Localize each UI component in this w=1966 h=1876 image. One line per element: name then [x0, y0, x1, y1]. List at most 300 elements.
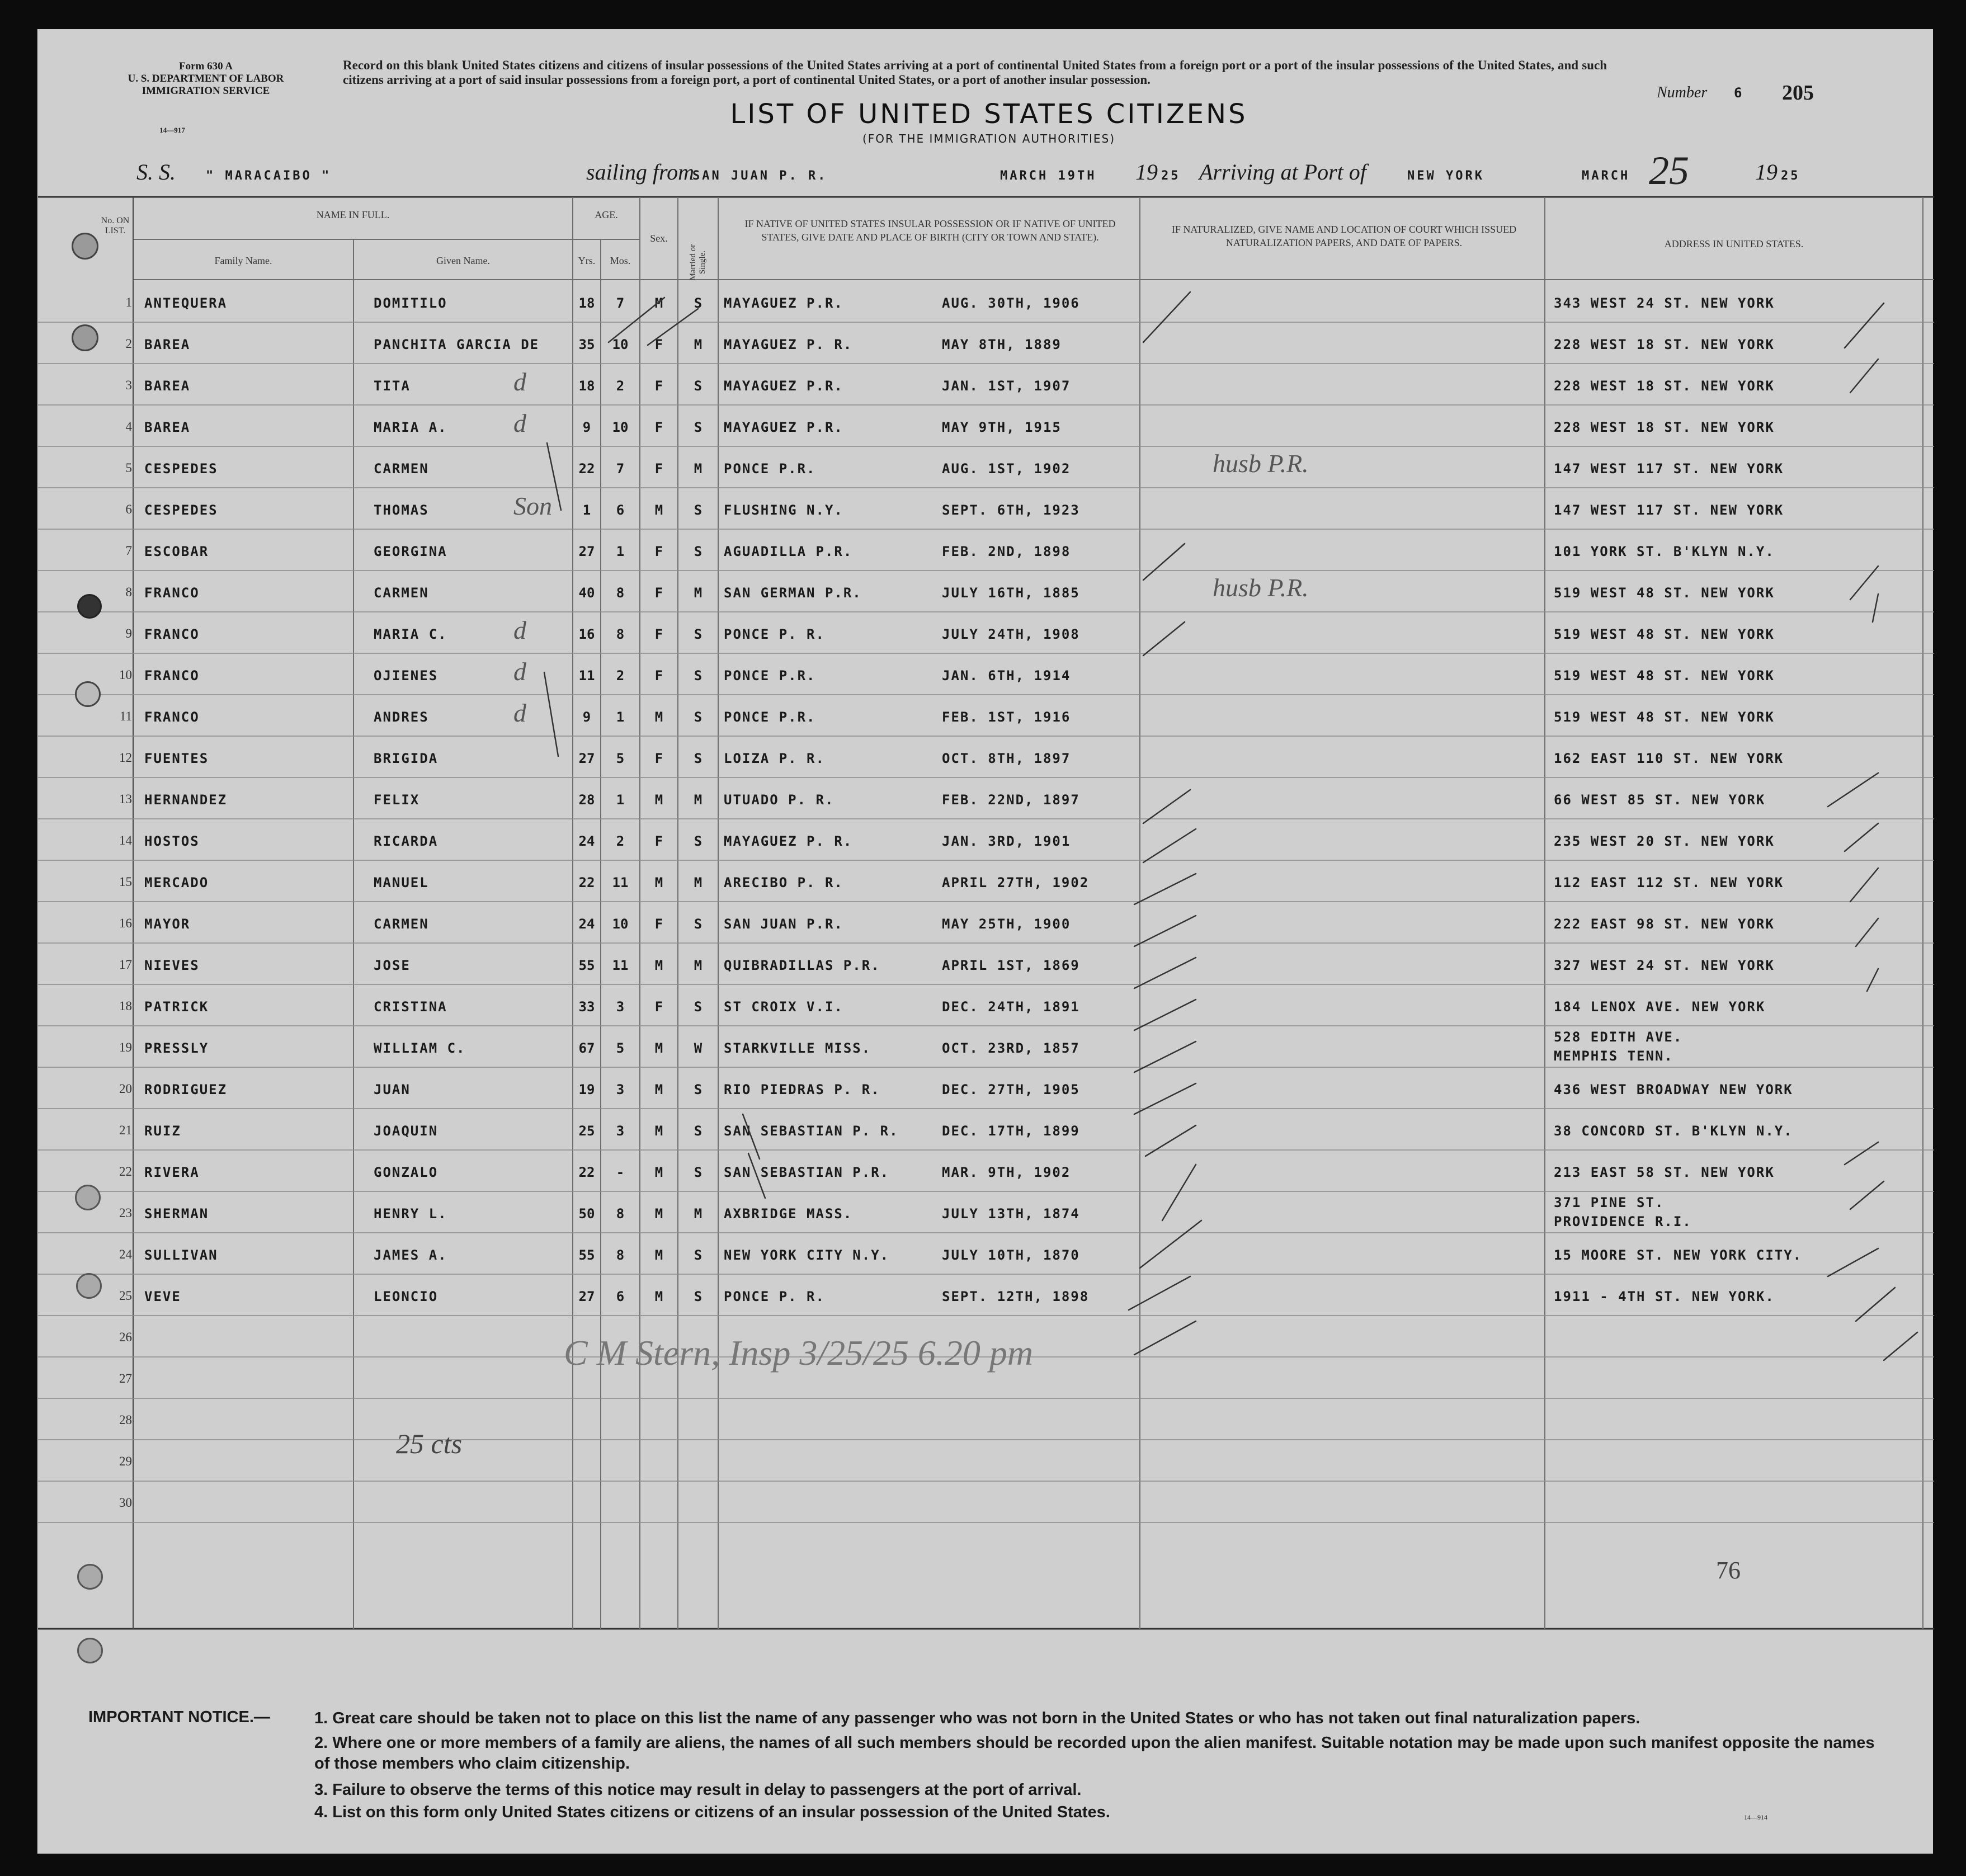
cell-given: MARIA C.: [374, 626, 447, 642]
cell-addr1: 15 MOORE ST. NEW YORK CITY.: [1554, 1247, 1803, 1263]
cell-addr1: 213 EAST 58 ST. NEW YORK: [1554, 1165, 1775, 1180]
punch-hole: [72, 233, 98, 260]
cell-date: MAY 9TH, 1915: [942, 419, 1062, 435]
cell-place: MAYAGUEZ P. R.: [724, 833, 853, 849]
cell-place: FLUSHING N.Y.: [724, 502, 843, 518]
cell-addr1: 371 PINE ST.: [1554, 1195, 1665, 1210]
cell-given: CARMEN: [374, 461, 429, 477]
cell-ms: M: [694, 958, 703, 973]
cell-ms: W: [694, 1040, 703, 1056]
cell-place: SAN JUAN P.R.: [724, 916, 843, 932]
cell-date: JULY 16TH, 1885: [942, 585, 1080, 601]
row-number: 10: [119, 668, 132, 682]
punch-hole: [75, 681, 101, 707]
cell-mos: 10: [612, 337, 629, 352]
cell-yrs: 18: [578, 378, 595, 394]
cell-given: PANCHITA GARCIA DE: [374, 337, 540, 352]
row-number: 21: [119, 1123, 132, 1137]
cell-addr1: 228 WEST 18 ST. NEW YORK: [1554, 378, 1775, 394]
cell-ms: S: [694, 1165, 703, 1180]
cell-mos: 5: [616, 751, 625, 766]
col-header-address: ADDRESS IN UNITED STATES.: [1664, 238, 1804, 249]
cell-given: TITA: [374, 378, 411, 394]
punch-hole: [77, 1564, 103, 1590]
ss-label: S. S.: [136, 159, 176, 185]
cell-given: ANDRES: [374, 709, 429, 725]
notice-item-3: 3. Failure to observe the terms of this notice may result in delay to passengers at the port of arrival.: [314, 1781, 1082, 1799]
check-marks: [38, 29, 1934, 1640]
cell-ms: M: [694, 585, 703, 601]
cell-mos: 1: [616, 544, 625, 559]
cell-family: MAYOR: [144, 916, 191, 932]
cell-naturalized: husb P.R.: [1213, 449, 1309, 478]
cell-sex: F: [654, 585, 663, 601]
row-number: 24: [119, 1247, 132, 1261]
cell-sex: M: [654, 1123, 663, 1139]
cell-yrs: 24: [578, 833, 595, 849]
cell-family: CESPEDES: [144, 502, 218, 518]
cell-ms: S: [694, 916, 703, 932]
row-number: 9: [125, 626, 132, 640]
cell-ms: S: [694, 709, 703, 725]
cell-note: d: [513, 657, 526, 686]
cell-sex: F: [654, 668, 663, 684]
cell-yrs: 33: [578, 999, 595, 1015]
cell-note: d: [513, 409, 526, 437]
cell-ms: M: [694, 461, 703, 477]
cell-yrs: 18: [578, 295, 595, 311]
row-number: 13: [119, 792, 132, 806]
cell-given: OJIENES: [374, 668, 439, 684]
row-number: 25: [119, 1289, 132, 1303]
cell-yrs: 27: [578, 751, 595, 766]
row-number: 16: [119, 916, 132, 930]
row-number: 14: [119, 833, 132, 847]
row-number: 17: [119, 958, 132, 972]
cell-given: HENRY L.: [374, 1206, 447, 1222]
cell-yrs: 50: [578, 1206, 595, 1222]
row-number: 5: [125, 461, 132, 475]
cell-yrs: 67: [578, 1040, 595, 1056]
cell-mos: 2: [616, 668, 625, 684]
number-label: Number: [1657, 84, 1708, 101]
manifest-sheet: [37, 29, 1933, 1854]
cell-yrs: 19: [578, 1082, 595, 1097]
row-number: 26: [119, 1330, 132, 1344]
cell-ms: S: [694, 751, 703, 766]
cell-place: MAYAGUEZ P.R.: [724, 378, 843, 394]
cell-sex: M: [654, 875, 663, 890]
row-number: 3: [125, 378, 132, 392]
arrive-year: 25: [1781, 169, 1800, 183]
cell-ms: S: [694, 502, 703, 518]
punch-hole: [77, 1638, 103, 1663]
cell-sex: M: [654, 958, 663, 973]
row-number: 8: [125, 585, 132, 599]
cell-note: d: [513, 699, 526, 727]
cell-given: WILLIAM C.: [374, 1040, 466, 1056]
cell-given: CARMEN: [374, 585, 429, 601]
cell-mos: 5: [616, 1040, 625, 1056]
cell-place: QUIBRADILLAS P.R.: [724, 958, 880, 973]
row-number: 29: [119, 1454, 132, 1468]
cell-mos: 6: [616, 1289, 625, 1304]
cell-sex: M: [654, 1040, 663, 1056]
cell-mos: 6: [616, 502, 625, 518]
cell-family: NIEVES: [144, 958, 200, 973]
cell-addr1: 101 YORK ST. B'KLYN N.Y.: [1554, 544, 1775, 559]
cell-given: JOSE: [374, 958, 411, 973]
row-number: 6: [125, 502, 132, 516]
sheet-number: 205: [1782, 81, 1814, 105]
page-subtitle: (FOR THE IMMIGRATION AUTHORITIES): [862, 132, 1116, 145]
cell-sex: M: [654, 1082, 663, 1097]
col-header-no: No. ON LIST.: [101, 216, 130, 235]
cell-sex: F: [654, 999, 663, 1015]
cell-yrs: 9: [582, 709, 591, 725]
cell-addr1: 528 EDITH AVE.: [1554, 1029, 1683, 1045]
cell-family: FRANCO: [144, 585, 200, 601]
cell-addr1: 184 LENOX AVE. NEW YORK: [1554, 999, 1766, 1015]
notice-item-1: 1. Great care should be taken not to place on this list the name of any passenger who was not born in the United States or who has not taken out final naturalization papers.: [314, 1709, 1640, 1727]
inspector-signature: C M Stern, Insp 3/25/25 6.20 pm: [564, 1333, 1034, 1373]
cell-yrs: 1: [582, 502, 591, 518]
cell-date: JULY 13TH, 1874: [942, 1206, 1080, 1222]
cell-family: RODRIGUEZ: [144, 1082, 228, 1097]
cell-sex: F: [654, 751, 663, 766]
cell-place: UTUADO P. R.: [724, 792, 835, 808]
cell-mos: 3: [616, 1082, 625, 1097]
cell-given: JUAN: [374, 1082, 411, 1097]
cell-family: MERCADO: [144, 875, 209, 890]
cell-ms: M: [694, 875, 703, 890]
col-header-naturalized: IF NATURALIZED, GIVE NAME AND LOCATION OF COURT WHICH ISSUED NATURALIZATION PAPERS, AND DATE OF PAPERS.: [1171, 224, 1517, 248]
cell-ms: S: [694, 1247, 703, 1263]
cell-ms: S: [694, 999, 703, 1015]
arriving-label: Arriving at Port of: [1199, 159, 1366, 185]
cell-addr1: 235 WEST 20 ST. NEW YORK: [1554, 833, 1775, 849]
cell-date: MAY 25TH, 1900: [942, 916, 1071, 932]
row-number: 12: [119, 751, 132, 765]
service: IMMIGRATION SERVICE: [142, 85, 270, 97]
cell-sex: F: [654, 916, 663, 932]
cell-sex: F: [654, 378, 663, 394]
col-header-mos: Mos.: [610, 255, 631, 266]
cell-place: SAN SEBASTIAN P. R.: [724, 1123, 899, 1139]
notice-item-2: 2. Where one or more members of a family are aliens, the names of all such members should be recorded upon the alien manifest. Suitable notation may be made upon such manifest opposite the names of those members who claim citizenship.: [314, 1734, 1875, 1773]
punch-hole: [76, 1273, 102, 1299]
cell-place: PONCE P. R.: [724, 626, 825, 642]
footer-code: 14—914: [1744, 1813, 1767, 1821]
cell-sex: F: [654, 337, 663, 352]
cell-family: PRESSLY: [144, 1040, 209, 1056]
cell-family: BAREA: [144, 378, 191, 394]
form-instructions: Record on this blank United States citizens and citizens of insular possessions of the United States arriving at a port of continental United States from a foreign port or a port of the insular possessions of the United States, and such citizens arriving at a port of said insular possessions from a foreign port, a port of continental United States, or a port of another insular possession.: [343, 58, 1607, 87]
cell-date: FEB. 2ND, 1898: [942, 544, 1071, 559]
cell-date: DEC. 17TH, 1899: [942, 1123, 1080, 1139]
cell-given: MANUEL: [374, 875, 429, 890]
cell-date: APRIL 27TH, 1902: [942, 875, 1090, 890]
cell-family: ANTEQUERA: [144, 295, 228, 311]
cell-sex: F: [654, 419, 663, 435]
cell-mos: 2: [616, 833, 625, 849]
row-number: 20: [119, 1082, 132, 1096]
row-number: 22: [119, 1165, 132, 1179]
cell-addr2: MEMPHIS TENN.: [1554, 1048, 1673, 1064]
cell-place: PONCE P.R.: [724, 668, 816, 684]
depart-year: 25: [1161, 169, 1181, 183]
col-header-married: Married or Single.: [689, 244, 707, 281]
cell-note: d: [513, 616, 526, 644]
cell-date: SEPT. 6TH, 1923: [942, 502, 1080, 518]
row-number: 30: [119, 1496, 132, 1510]
punch-hole: [72, 324, 98, 351]
cell-date: MAY 8TH, 1889: [942, 337, 1062, 352]
page-total: 76: [1716, 1557, 1741, 1584]
cell-place: AXBRIDGE MASS.: [724, 1206, 853, 1222]
cell-place: SAN SEBASTIAN P.R.: [724, 1165, 890, 1180]
cell-family: SULLIVAN: [144, 1247, 218, 1263]
col-header-name: NAME IN FULL.: [316, 209, 390, 220]
row-number: 7: [125, 544, 132, 558]
cell-sex: M: [654, 1289, 663, 1304]
form-number: Form 630 A: [178, 60, 233, 72]
cell-addr1: 228 WEST 18 ST. NEW YORK: [1554, 337, 1775, 352]
cell-date: MAR. 9TH, 1902: [942, 1165, 1071, 1180]
cell-ms: S: [694, 626, 703, 642]
row-number: 4: [125, 419, 132, 433]
from-port: SAN JUAN P. R.: [692, 169, 828, 183]
cell-date: JAN. 6TH, 1914: [942, 668, 1071, 684]
cell-addr1: 519 WEST 48 ST. NEW YORK: [1554, 709, 1775, 725]
cell-given: RICARDA: [374, 833, 439, 849]
cell-given: JAMES A.: [374, 1247, 447, 1263]
cell-addr1: 66 WEST 85 ST. NEW YORK: [1554, 792, 1766, 808]
cell-ms: S: [694, 419, 703, 435]
cell-family: SHERMAN: [144, 1206, 209, 1222]
cell-family: FRANCO: [144, 626, 200, 642]
tally-note: 25 cts: [396, 1428, 463, 1459]
cell-family: BAREA: [144, 419, 191, 435]
cell-family: FRANCO: [144, 709, 200, 725]
cell-yrs: 9: [582, 419, 591, 435]
cell-given: GONZALO: [374, 1165, 439, 1180]
cell-yrs: 40: [578, 585, 595, 601]
cell-sex: M: [654, 1165, 663, 1180]
cell-date: OCT. 23RD, 1857: [942, 1040, 1080, 1056]
cell-yrs: 16: [578, 626, 595, 642]
number-value: 6: [1734, 85, 1745, 101]
cell-place: MAYAGUEZ P.R.: [724, 295, 843, 311]
col-header-birth: IF NATIVE OF UNITED STATES INSULAR POSSESSION OR IF NATIVE OF UNITED STATES, GIVE DATE AND PLACE OF BIRTH (CITY OR TOWN AND STATE).: [744, 218, 1116, 243]
department: U. S. DEPARTMENT OF LABOR: [128, 73, 284, 84]
cell-addr1: 343 WEST 24 ST. NEW YORK: [1554, 295, 1775, 311]
cell-sex: M: [654, 792, 663, 808]
cell-ms: S: [694, 668, 703, 684]
cell-addr1: 222 EAST 98 ST. NEW YORK: [1554, 916, 1775, 932]
cell-note: d: [513, 367, 526, 396]
punch-hole: [77, 594, 102, 619]
row-number: 1: [125, 295, 132, 309]
cell-place: MAYAGUEZ P.R.: [724, 419, 843, 435]
cell-addr1: 519 WEST 48 ST. NEW YORK: [1554, 668, 1775, 684]
cell-date: FEB. 22ND, 1897: [942, 792, 1080, 808]
cell-ms: S: [694, 833, 703, 849]
cell-ms: S: [694, 1082, 703, 1097]
cell-date: DEC. 27TH, 1905: [942, 1082, 1080, 1097]
cell-yrs: 11: [578, 668, 595, 684]
cell-addr1: 519 WEST 48 ST. NEW YORK: [1554, 626, 1775, 642]
cell-mos: 11: [612, 875, 629, 890]
cell-sex: F: [654, 833, 663, 849]
cell-naturalized: husb P.R.: [1213, 573, 1309, 602]
page-title: LIST OF UNITED STATES CITIZENS: [730, 98, 1248, 130]
cell-addr1: 436 WEST BROADWAY NEW YORK: [1554, 1082, 1793, 1097]
cell-mos: 11: [612, 958, 629, 973]
cell-sex: F: [654, 626, 663, 642]
col-header-given: Given Name.: [436, 255, 490, 266]
cell-sex: M: [654, 1247, 663, 1263]
cell-addr1: 147 WEST 117 ST. NEW YORK: [1554, 461, 1784, 477]
cell-date: FEB. 1ST, 1916: [942, 709, 1071, 725]
cell-place: STARKVILLE MISS.: [724, 1040, 871, 1056]
cell-given: BRIGIDA: [374, 751, 439, 766]
cell-date: JAN. 1ST, 1907: [942, 378, 1071, 394]
cell-addr1: 327 WEST 24 ST. NEW YORK: [1554, 958, 1775, 973]
col-header-sex: Sex.: [650, 233, 668, 244]
cell-family: HOSTOS: [144, 833, 200, 849]
cell-sex: F: [654, 461, 663, 477]
arrive-month: MARCH: [1582, 169, 1630, 183]
cell-yrs: 55: [578, 958, 595, 973]
cell-ms: M: [694, 1206, 703, 1222]
row-number: 2: [125, 337, 132, 351]
cell-ms: M: [694, 337, 703, 352]
cell-date: JAN. 3RD, 1901: [942, 833, 1071, 849]
cell-family: PATRICK: [144, 999, 209, 1015]
notice-item-4: 4. List on this form only United States citizens or citizens of an insular possession of the United States.: [314, 1803, 1110, 1821]
cell-given: JOAQUIN: [374, 1123, 439, 1139]
cell-family: RIVERA: [144, 1165, 200, 1180]
cell-mos: 3: [616, 1123, 625, 1139]
row-number: 15: [119, 875, 132, 889]
cell-date: AUG. 1ST, 1902: [942, 461, 1071, 477]
cell-addr1: 147 WEST 117 ST. NEW YORK: [1554, 502, 1784, 518]
cell-place: SAN GERMAN P.R.: [724, 585, 862, 601]
cell-date: APRIL 1ST, 1869: [942, 958, 1080, 973]
cell-date: JULY 10TH, 1870: [942, 1247, 1080, 1263]
cell-addr2: PROVIDENCE R.I.: [1554, 1214, 1692, 1229]
depart-date: MARCH 19TH: [1000, 169, 1097, 183]
cell-note: Son: [513, 492, 552, 520]
cell-yrs: 28: [578, 792, 595, 808]
cell-sex: M: [654, 709, 663, 725]
cell-mos: 3: [616, 999, 625, 1015]
row-number: 19: [119, 1040, 132, 1054]
cell-place: PONCE P. R.: [724, 1289, 825, 1304]
cell-mos: 1: [616, 792, 625, 808]
cell-ms: S: [694, 378, 703, 394]
cell-place: AGUADILLA P.R.: [724, 544, 853, 559]
cell-ms: S: [694, 544, 703, 559]
cell-addr1: 38 CONCORD ST. B'KLYN N.Y.: [1554, 1123, 1793, 1139]
cell-given: FELIX: [374, 792, 420, 808]
cell-yrs: 22: [578, 875, 595, 890]
cell-date: DEC. 24TH, 1891: [942, 999, 1080, 1015]
cell-yrs: 27: [578, 1289, 595, 1304]
cell-mos: -: [616, 1165, 625, 1180]
row-number: 23: [119, 1206, 132, 1220]
row-number: 28: [119, 1413, 132, 1427]
cell-given: THOMAS: [374, 502, 429, 518]
cell-sex: M: [654, 502, 663, 518]
arrive-year-prefix: 19: [1755, 159, 1778, 185]
cell-given: GEORGINA: [374, 544, 447, 559]
cell-ms: S: [694, 1123, 703, 1139]
cell-family: ESCOBAR: [144, 544, 209, 559]
cell-yrs: 27: [578, 544, 595, 559]
cell-date: AUG. 30TH, 1906: [942, 295, 1080, 311]
cell-ms: S: [694, 295, 703, 311]
col-header-family: Family Name.: [214, 255, 272, 266]
row-number: 18: [119, 999, 132, 1013]
cell-place: RIO PIEDRAS P. R.: [724, 1082, 880, 1097]
to-port: NEW YORK: [1407, 169, 1484, 183]
cell-given: LEONCIO: [374, 1289, 439, 1304]
cell-place: NEW YORK CITY N.Y.: [724, 1247, 890, 1263]
cell-mos: 7: [616, 295, 625, 311]
cell-family: BAREA: [144, 337, 191, 352]
punch-hole: [75, 1185, 101, 1210]
form-code: 14—917: [159, 126, 185, 134]
notice-heading: IMPORTANT NOTICE.—: [88, 1708, 270, 1726]
cell-family: VEVE: [144, 1289, 181, 1304]
cell-family: FUENTES: [144, 751, 209, 766]
cell-place: PONCE P.R.: [724, 709, 816, 725]
cell-mos: 8: [616, 1247, 625, 1263]
ship-name: " MARACAIBO ": [206, 169, 332, 183]
cell-date: SEPT. 12TH, 1898: [942, 1289, 1090, 1304]
depart-year-prefix: 19: [1135, 159, 1158, 185]
cell-given: CARMEN: [374, 916, 429, 932]
cell-family: HERNANDEZ: [144, 792, 228, 808]
cell-ms: M: [694, 792, 703, 808]
cell-date: OCT. 8TH, 1897: [942, 751, 1071, 766]
row-number: 11: [119, 709, 132, 723]
cell-given: DOMITILO: [374, 295, 447, 311]
cell-addr1: 228 WEST 18 ST. NEW YORK: [1554, 419, 1775, 435]
cell-mos: 8: [616, 585, 625, 601]
sailing-from-label: sailing from: [586, 159, 694, 185]
cell-mos: 8: [616, 626, 625, 642]
cell-sex: M: [654, 295, 663, 311]
cell-ms: S: [694, 1289, 703, 1304]
cell-sex: M: [654, 1206, 663, 1222]
cell-mos: 2: [616, 378, 625, 394]
cell-addr1: 1911 - 4TH ST. NEW YORK.: [1554, 1289, 1775, 1304]
row-number: 27: [119, 1371, 132, 1385]
cell-mos: 8: [616, 1206, 625, 1222]
cell-given: CRISTINA: [374, 999, 447, 1015]
cell-place: PONCE P.R.: [724, 461, 816, 477]
cell-yrs: 55: [578, 1247, 595, 1263]
cell-addr1: 519 WEST 48 ST. NEW YORK: [1554, 585, 1775, 601]
cell-yrs: 22: [578, 461, 595, 477]
cell-family: RUIZ: [144, 1123, 181, 1139]
cell-yrs: 22: [578, 1165, 595, 1180]
cell-yrs: 25: [578, 1123, 595, 1139]
cell-place: ARECIBO P. R.: [724, 875, 843, 890]
